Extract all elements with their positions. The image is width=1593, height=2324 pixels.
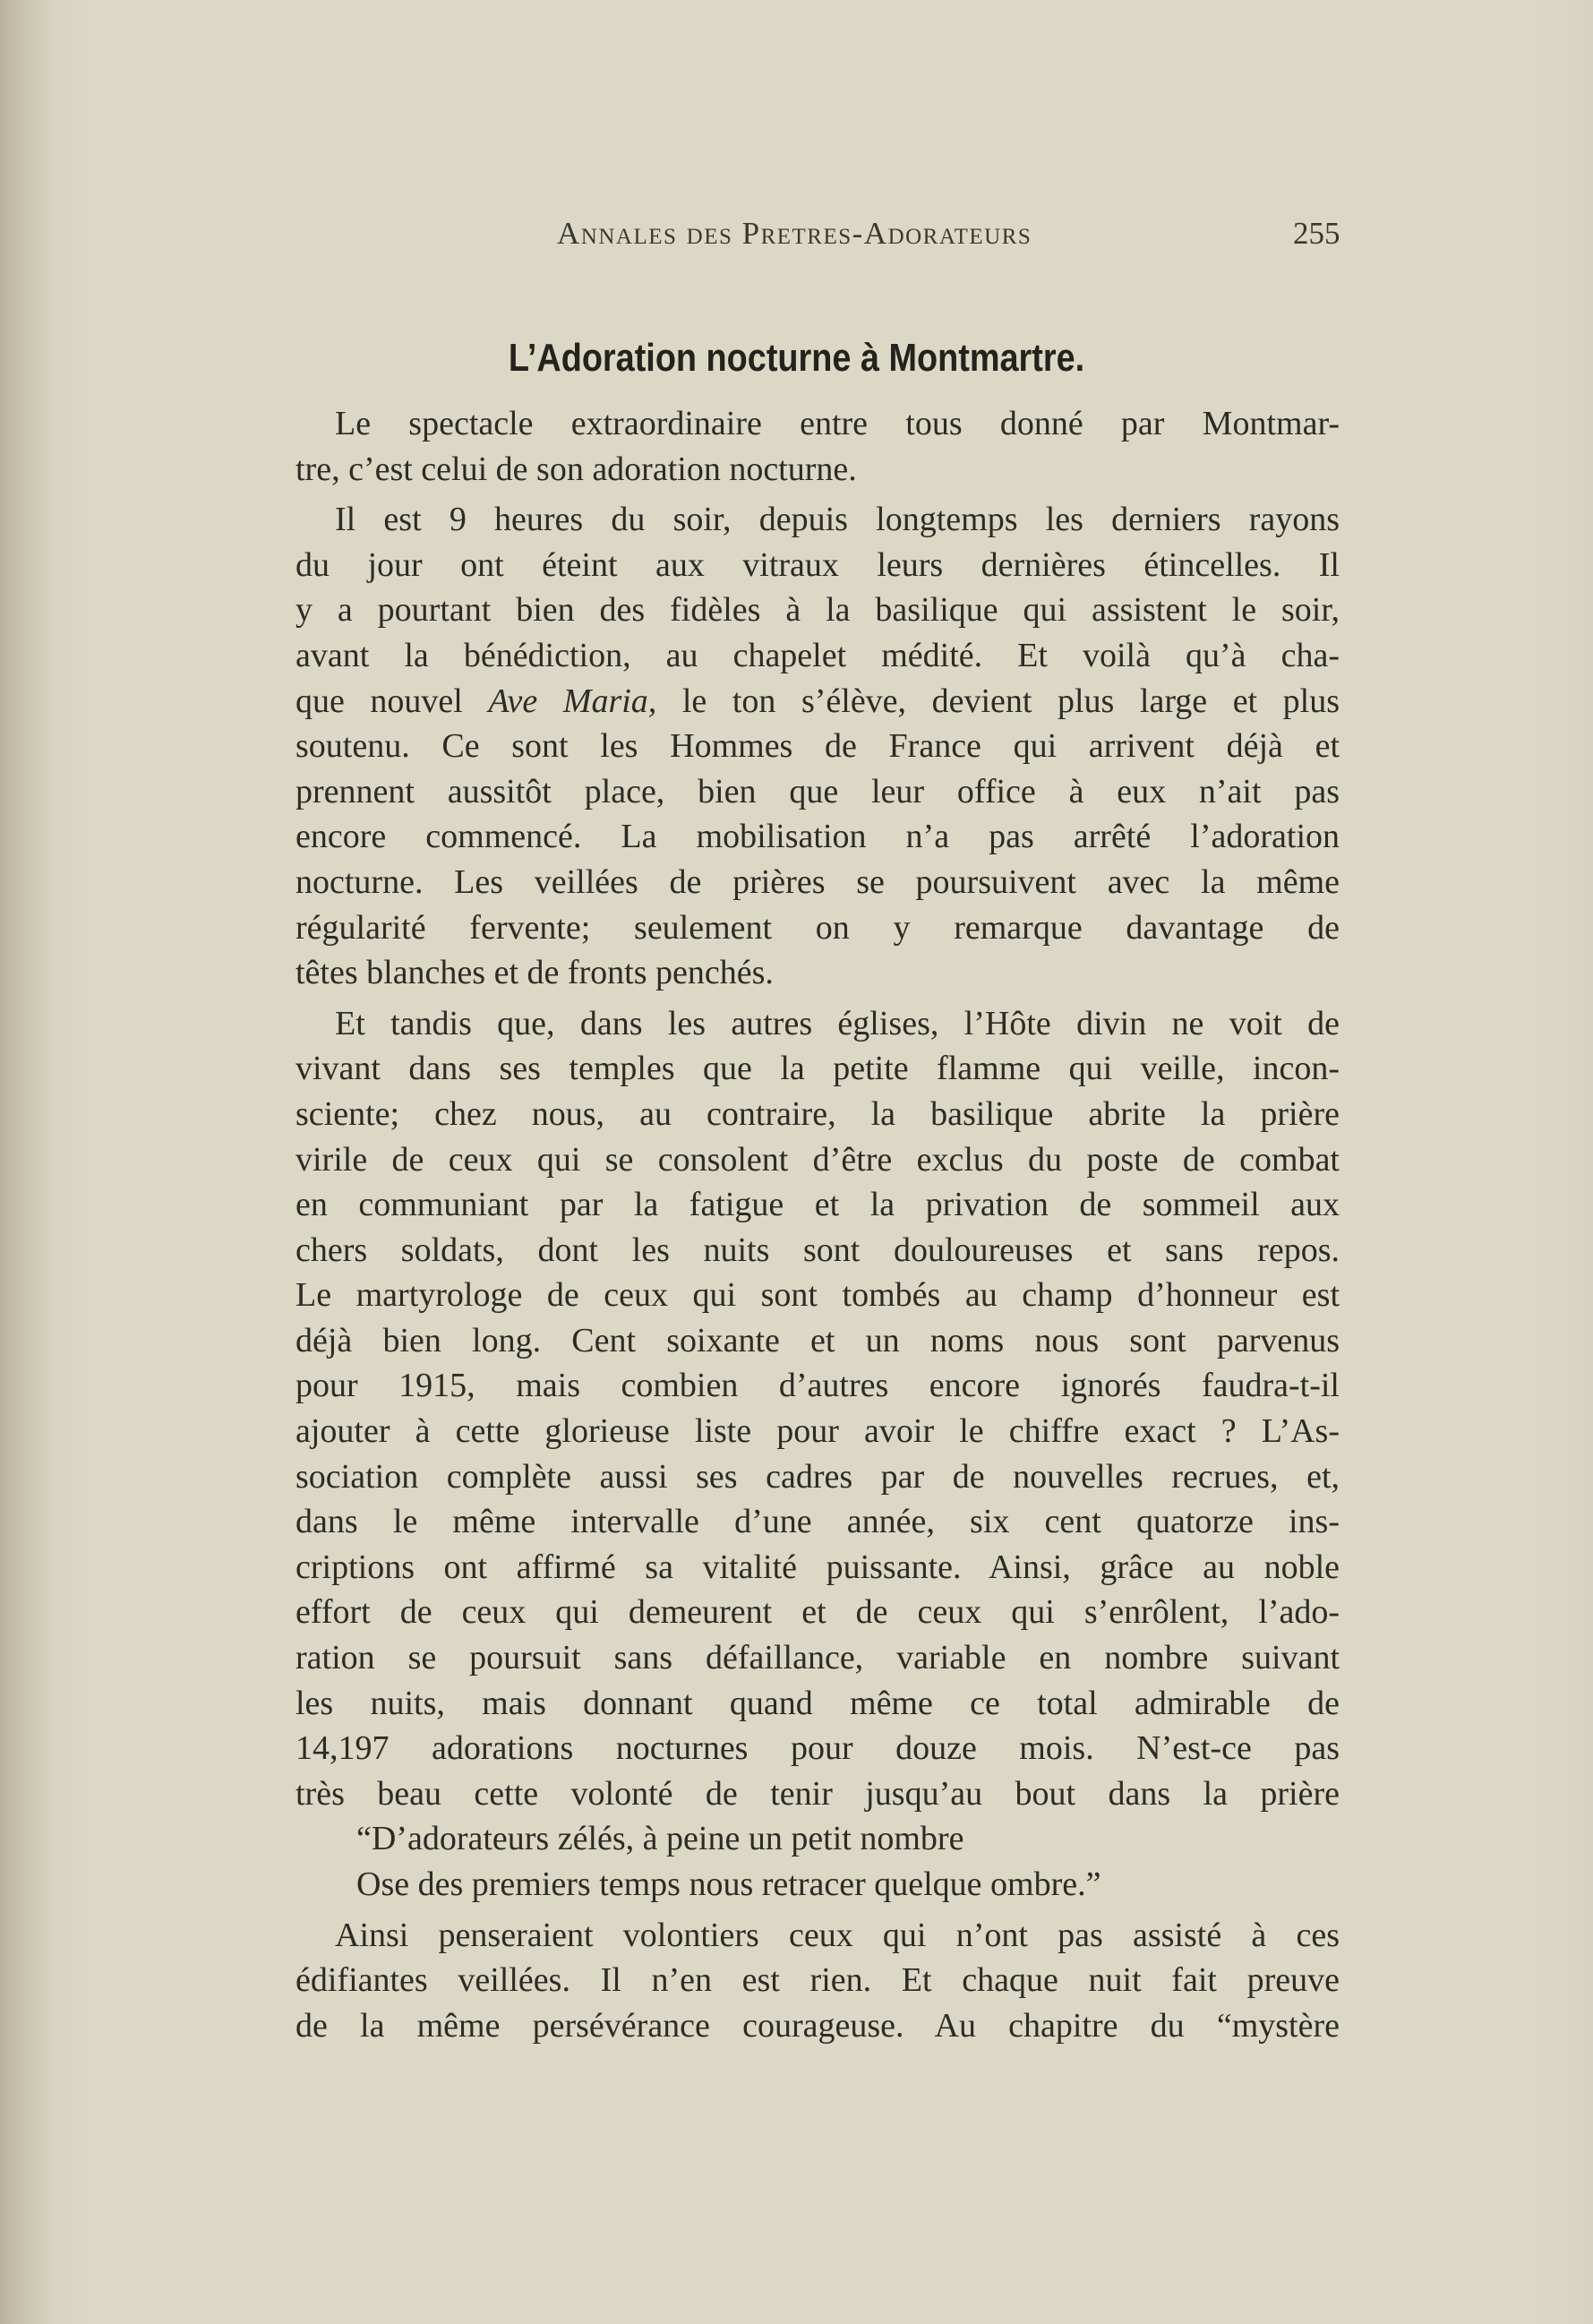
text-line: Et tandis que, dans les autres églises, l’Hôte divin ne voit de xyxy=(335,1004,1340,1042)
journal-title: Annales des Pretres-Adorateurs xyxy=(557,216,1032,251)
text-line: sciente; chez nous, au contraire, la basilique abrite la prière xyxy=(295,1094,1340,1133)
text-line: en communiant par la fatigue et la privation de sommeil aux xyxy=(295,1186,1340,1224)
running-header xyxy=(0,213,1593,254)
text-line: ajouter à cette glorieuse liste pour avoir le chiffre exact ? L’As- xyxy=(295,1412,1340,1451)
verse-line: “D’adorateurs zélés, à peine un petit nombre xyxy=(356,1820,964,1858)
verse-quote xyxy=(295,1816,1340,1907)
text-line: Ainsi penseraient volontiers ceux qui n’ont pas assisté à ces xyxy=(335,1916,1340,1954)
text-line: très beau cette volonté de tenir jusqu’au bout dans la prière xyxy=(295,1774,1340,1813)
text-line: nocturne. Les veillées de prières se poursuivent avec la même xyxy=(295,862,1340,901)
text-line: pour 1915, mais combien d’autres encore ignorés faudra-t-il xyxy=(295,1367,1340,1405)
text-line: prennent aussitôt place, bien que leur office à eux n’ait pas xyxy=(295,772,1340,810)
text-line: effort de ceux qui demeurent et de ceux qui s’enrôlent, l’ado- xyxy=(295,1593,1340,1632)
text-line: criptions ont affirmé sa vitalité puissante. Ainsi, grâce au noble xyxy=(295,1548,1340,1586)
paragraph-1 xyxy=(295,401,1340,492)
text-line: Il est 9 heures du soir, depuis longtemps les derniers rayons xyxy=(335,501,1340,539)
text-line: tre, c’est celui de son adoration nocturne. xyxy=(295,450,857,488)
text-fragment: que nouvel xyxy=(295,682,463,720)
page-binding-edge xyxy=(0,0,54,2324)
paragraph-3 xyxy=(295,1001,1340,1817)
text-line: vivant dans ses temples que la petite flamme qui veille, incon- xyxy=(295,1050,1340,1088)
text-line: du jour ont éteint aux vitraux leurs dernières étincelles. Il xyxy=(295,545,1340,584)
text-fragment: le ton s’élève, devient plus large et plus xyxy=(681,682,1340,720)
text-line: dans le même intervalle d’une année, six cent quatorze ins- xyxy=(295,1503,1340,1541)
text-line: les nuits, mais donnant quand même ce total admirable de xyxy=(295,1684,1340,1722)
text-line: 14,197 adorations nocturnes pour douze mois. N’est-ce pas xyxy=(295,1729,1340,1768)
text-line: virile de ceux qui se consolent d’être exclus du poste de combat xyxy=(295,1140,1340,1179)
text-line: avant la bénédiction, au chapelet médité. Et voilà qu’à cha- xyxy=(295,636,1340,674)
paragraph-2 xyxy=(295,497,1340,996)
text-line: soutenu. Ce sont les Hommes de France qui arrivent déjà et xyxy=(295,727,1340,766)
text-line: y a pourtant bien des fidèles à la basilique qui assistent le soir, xyxy=(295,591,1340,630)
text-line: chers soldats, dont les nuits sont douloureuses et sans repos. xyxy=(295,1231,1340,1269)
text-line: têtes blanches et de fronts penchés. xyxy=(295,954,774,992)
text-line: régularité fervente; seulement on y remarque davantage de xyxy=(295,908,1340,947)
page-number: 255 xyxy=(1293,216,1340,251)
text-line: Le spectacle extraordinaire entre tous donné par Montmar- xyxy=(335,405,1340,442)
article-title: L’Adoration nocturne à Montmartre. xyxy=(508,336,1085,380)
text-line-ave-maria xyxy=(295,679,1340,725)
text-line: déjà bien long. Cent soixante et un noms nous sont parvenus xyxy=(295,1321,1340,1359)
article-body xyxy=(295,401,1340,2048)
ave-maria-italic: Ave Maria, xyxy=(488,682,657,720)
text-line: encore commencé. La mobilisation n’a pas arrêté l’adoration xyxy=(295,818,1340,856)
text-line: sociation complète aussi ses cadres par de nouvelles recrues, et, xyxy=(295,1457,1340,1496)
text-line: de la même persévérance courageuse. Au chapitre du “mystère xyxy=(295,2006,1340,2045)
text-line: ration se poursuit sans défaillance, variable en nombre suivant xyxy=(295,1639,1340,1677)
text-line: édifiantes veillées. Il n’en est rien. Et chaque nuit fait preuve xyxy=(295,1961,1340,2000)
text-line: Le martyrologe de ceux qui sont tombés au champ d’honneur est xyxy=(295,1276,1340,1315)
verse-line: Ose des premiers temps nous retracer quelque ombre.” xyxy=(356,1865,1101,1903)
paragraph-4 xyxy=(295,1913,1340,2049)
